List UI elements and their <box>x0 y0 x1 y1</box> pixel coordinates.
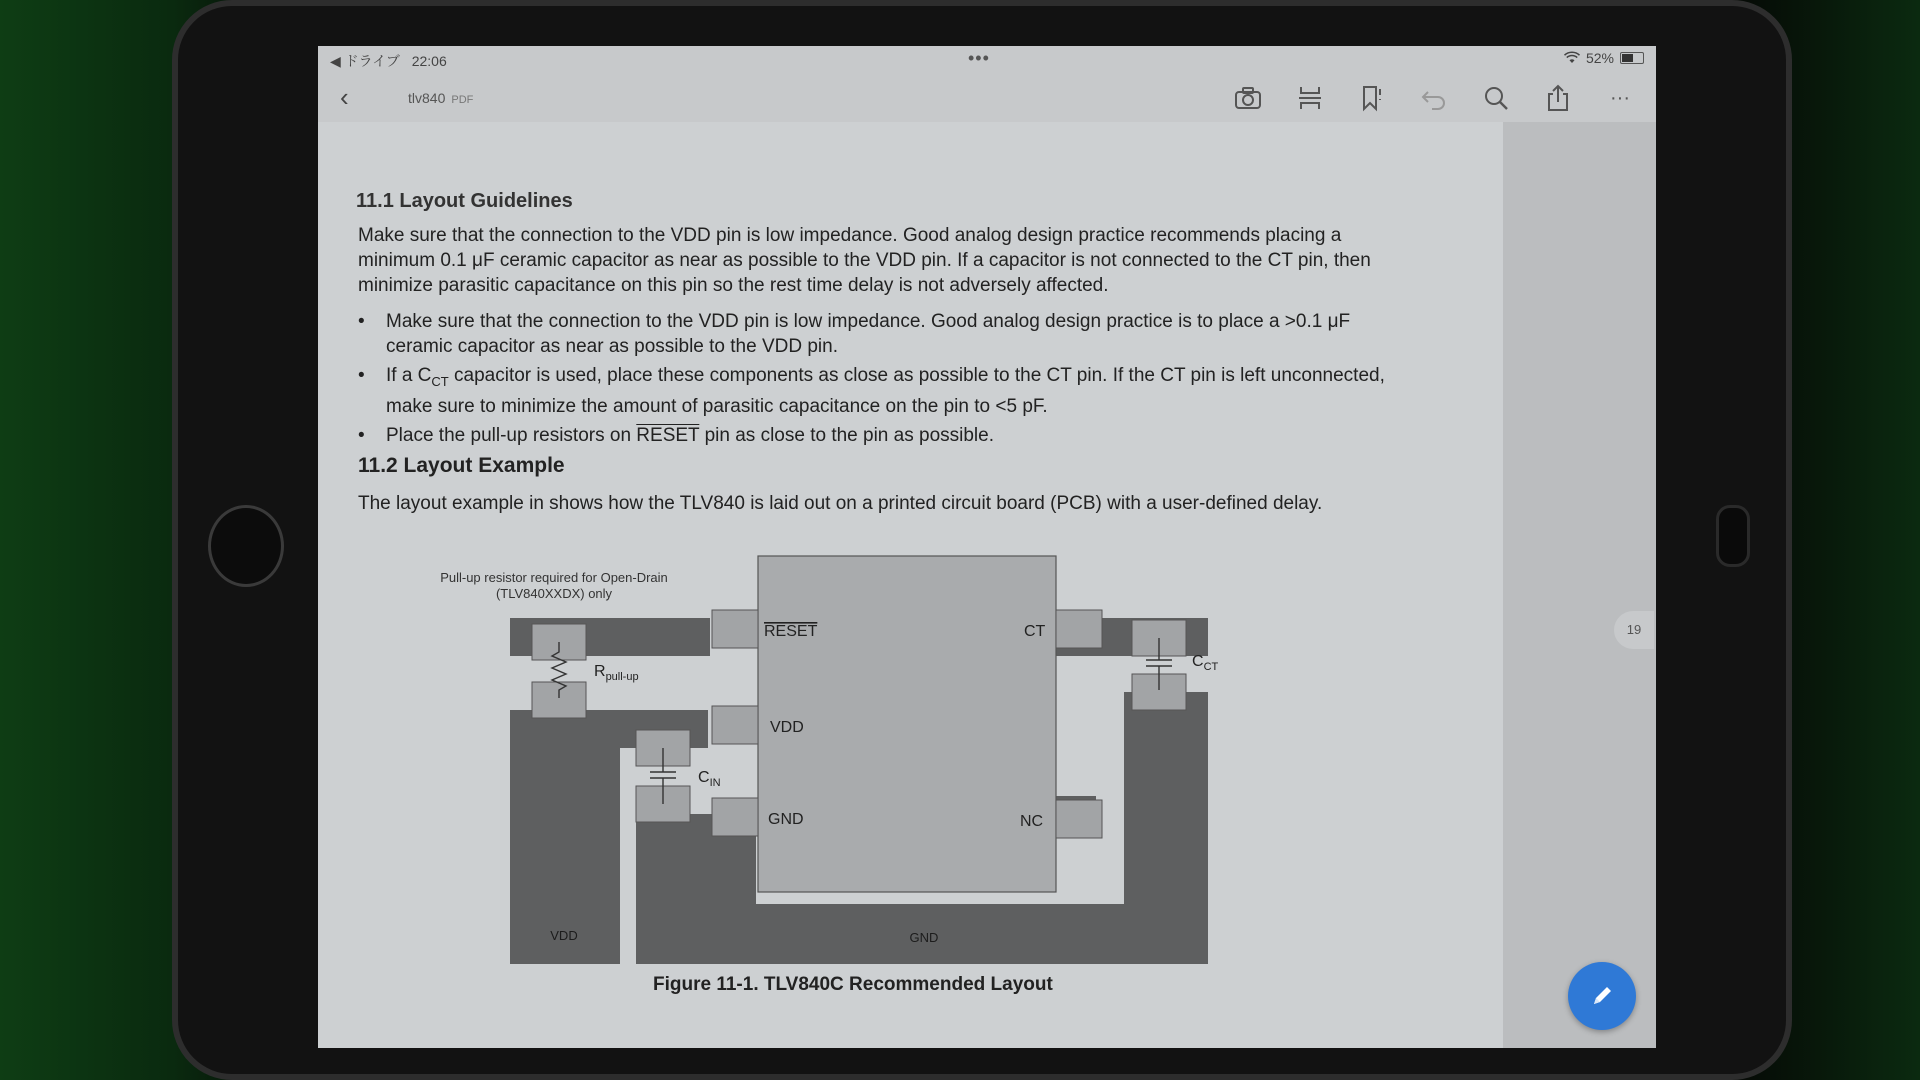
gnd-pad <box>712 798 758 836</box>
list-item <box>358 363 1388 419</box>
camera-icon[interactable] <box>1232 82 1264 114</box>
share-icon[interactable] <box>1542 82 1574 114</box>
ipad-screen <box>318 46 1656 1048</box>
toolbar <box>318 72 1656 122</box>
cut-off-heading: 11.1 Layout Guidelines <box>356 190 573 212</box>
list-item <box>358 423 1388 448</box>
scan-icon[interactable] <box>1294 82 1326 114</box>
pin-reset-label: RESET <box>764 623 818 640</box>
rpullup-label <box>594 663 639 683</box>
home-button[interactable] <box>208 505 284 587</box>
pin-ct-label: CT <box>1024 623 1046 640</box>
figure-caption: Figure 11-1. TLV840C Recommended Layout <box>653 974 1053 995</box>
paragraph-1: Make sure that the connection to the VDD pin is low impedance. Good analog design practice recommends placing a minimum 0.1 μF ceramic capacitor as near as possible to the VDD pin. If a capacitor is not connected to the CT pin, then minimize parasitic capacitance on this pin so the rest time delay is not adversely affected. <box>358 225 1371 296</box>
wifi-icon <box>1564 52 1580 64</box>
ct-pad <box>1056 610 1102 648</box>
pcb-layout-figure <box>428 552 1258 972</box>
cct-sub: CT <box>1203 661 1219 673</box>
pullup-note-line2: (TLV840XXDX) only <box>495 586 613 601</box>
bullet-1-text: Make sure that the connection to the VDD pin is low impedance. Good analog design practice is to place a >0.1 μF ceramic capacitor as near as possible to the VDD pin. <box>386 311 1351 357</box>
pullup-note-line1: Pull-up resistor required for Open-Drain <box>440 570 668 585</box>
cct-main: C <box>1192 653 1204 670</box>
cin-label <box>698 769 721 789</box>
bullet-2-post: capacitor is used, place these components as close as possible to the CT pin. If the CT pin is left unconnected, make sure to minimize the amount of parasitic capacitance on the pin to <5 pF. <box>386 365 1385 417</box>
undo-icon[interactable] <box>1418 82 1450 114</box>
pin-vdd-label: VDD <box>770 719 804 736</box>
document-type: PDF <box>451 94 474 106</box>
bullet-3-reset: RESET <box>636 424 700 446</box>
battery-percent: 52% <box>1585 50 1614 66</box>
bullet-2-pre: If a C <box>386 365 432 386</box>
list-item <box>358 309 1388 359</box>
vdd-plane-label: VDD <box>550 928 578 943</box>
pin-gnd-label: GND <box>768 811 804 828</box>
search-icon[interactable] <box>1480 82 1512 114</box>
more-dots: ··· <box>1610 86 1630 109</box>
cin-sub: IN <box>709 777 721 789</box>
toolbar-icons <box>1232 82 1636 114</box>
guideline-list <box>358 309 1388 452</box>
back-button[interactable]: ‹ <box>340 82 349 112</box>
status-right <box>1564 50 1644 66</box>
page-number-badge[interactable]: 19 <box>1614 611 1654 649</box>
more-icon[interactable] <box>1604 82 1636 114</box>
nc-pad <box>1056 800 1102 838</box>
rpullup-sub: pull-up <box>605 671 639 683</box>
pencil-icon <box>1589 983 1615 1009</box>
pdf-page[interactable] <box>318 122 1503 1048</box>
cin-main: C <box>698 769 710 786</box>
pin-nc-label: NC <box>1020 813 1044 830</box>
document-title <box>408 90 473 106</box>
rpullup-main: R <box>594 663 606 680</box>
bullet-2-sub: CT <box>431 373 449 389</box>
status-bar <box>318 46 1656 72</box>
multitask-dots[interactable]: ••• <box>968 48 990 68</box>
vdd-plane <box>510 710 620 964</box>
bookmark-icon[interactable] <box>1356 82 1388 114</box>
gnd-plane-right <box>1124 692 1208 914</box>
resistor-pad-bottom <box>532 682 586 718</box>
bullet-3-post: pin as close to the pin as possible. <box>699 424 994 446</box>
side-sensor <box>1716 505 1750 567</box>
document-name: tlv840 <box>408 90 446 106</box>
page-side-panel <box>1503 122 1656 1048</box>
battery-icon <box>1620 52 1644 64</box>
bullet-3-pre: Place the pull-up resistors on <box>386 424 637 446</box>
section-heading: 11.2 Layout Example <box>358 454 565 477</box>
vdd-pad <box>712 706 758 744</box>
status-time: 22:06 <box>411 53 447 69</box>
reset-pad <box>712 610 758 648</box>
status-left <box>330 51 447 71</box>
gnd-plane-label: GND <box>909 930 939 945</box>
back-to-app-link[interactable]: ◀ ドライブ <box>330 53 400 69</box>
paragraph-2: The layout example in shows how the TLV840 is laid out on a printed circuit board (PCB) with a user-defined delay. <box>358 493 1323 514</box>
chip-gap <box>756 892 1124 900</box>
edit-button[interactable] <box>1568 962 1636 1030</box>
